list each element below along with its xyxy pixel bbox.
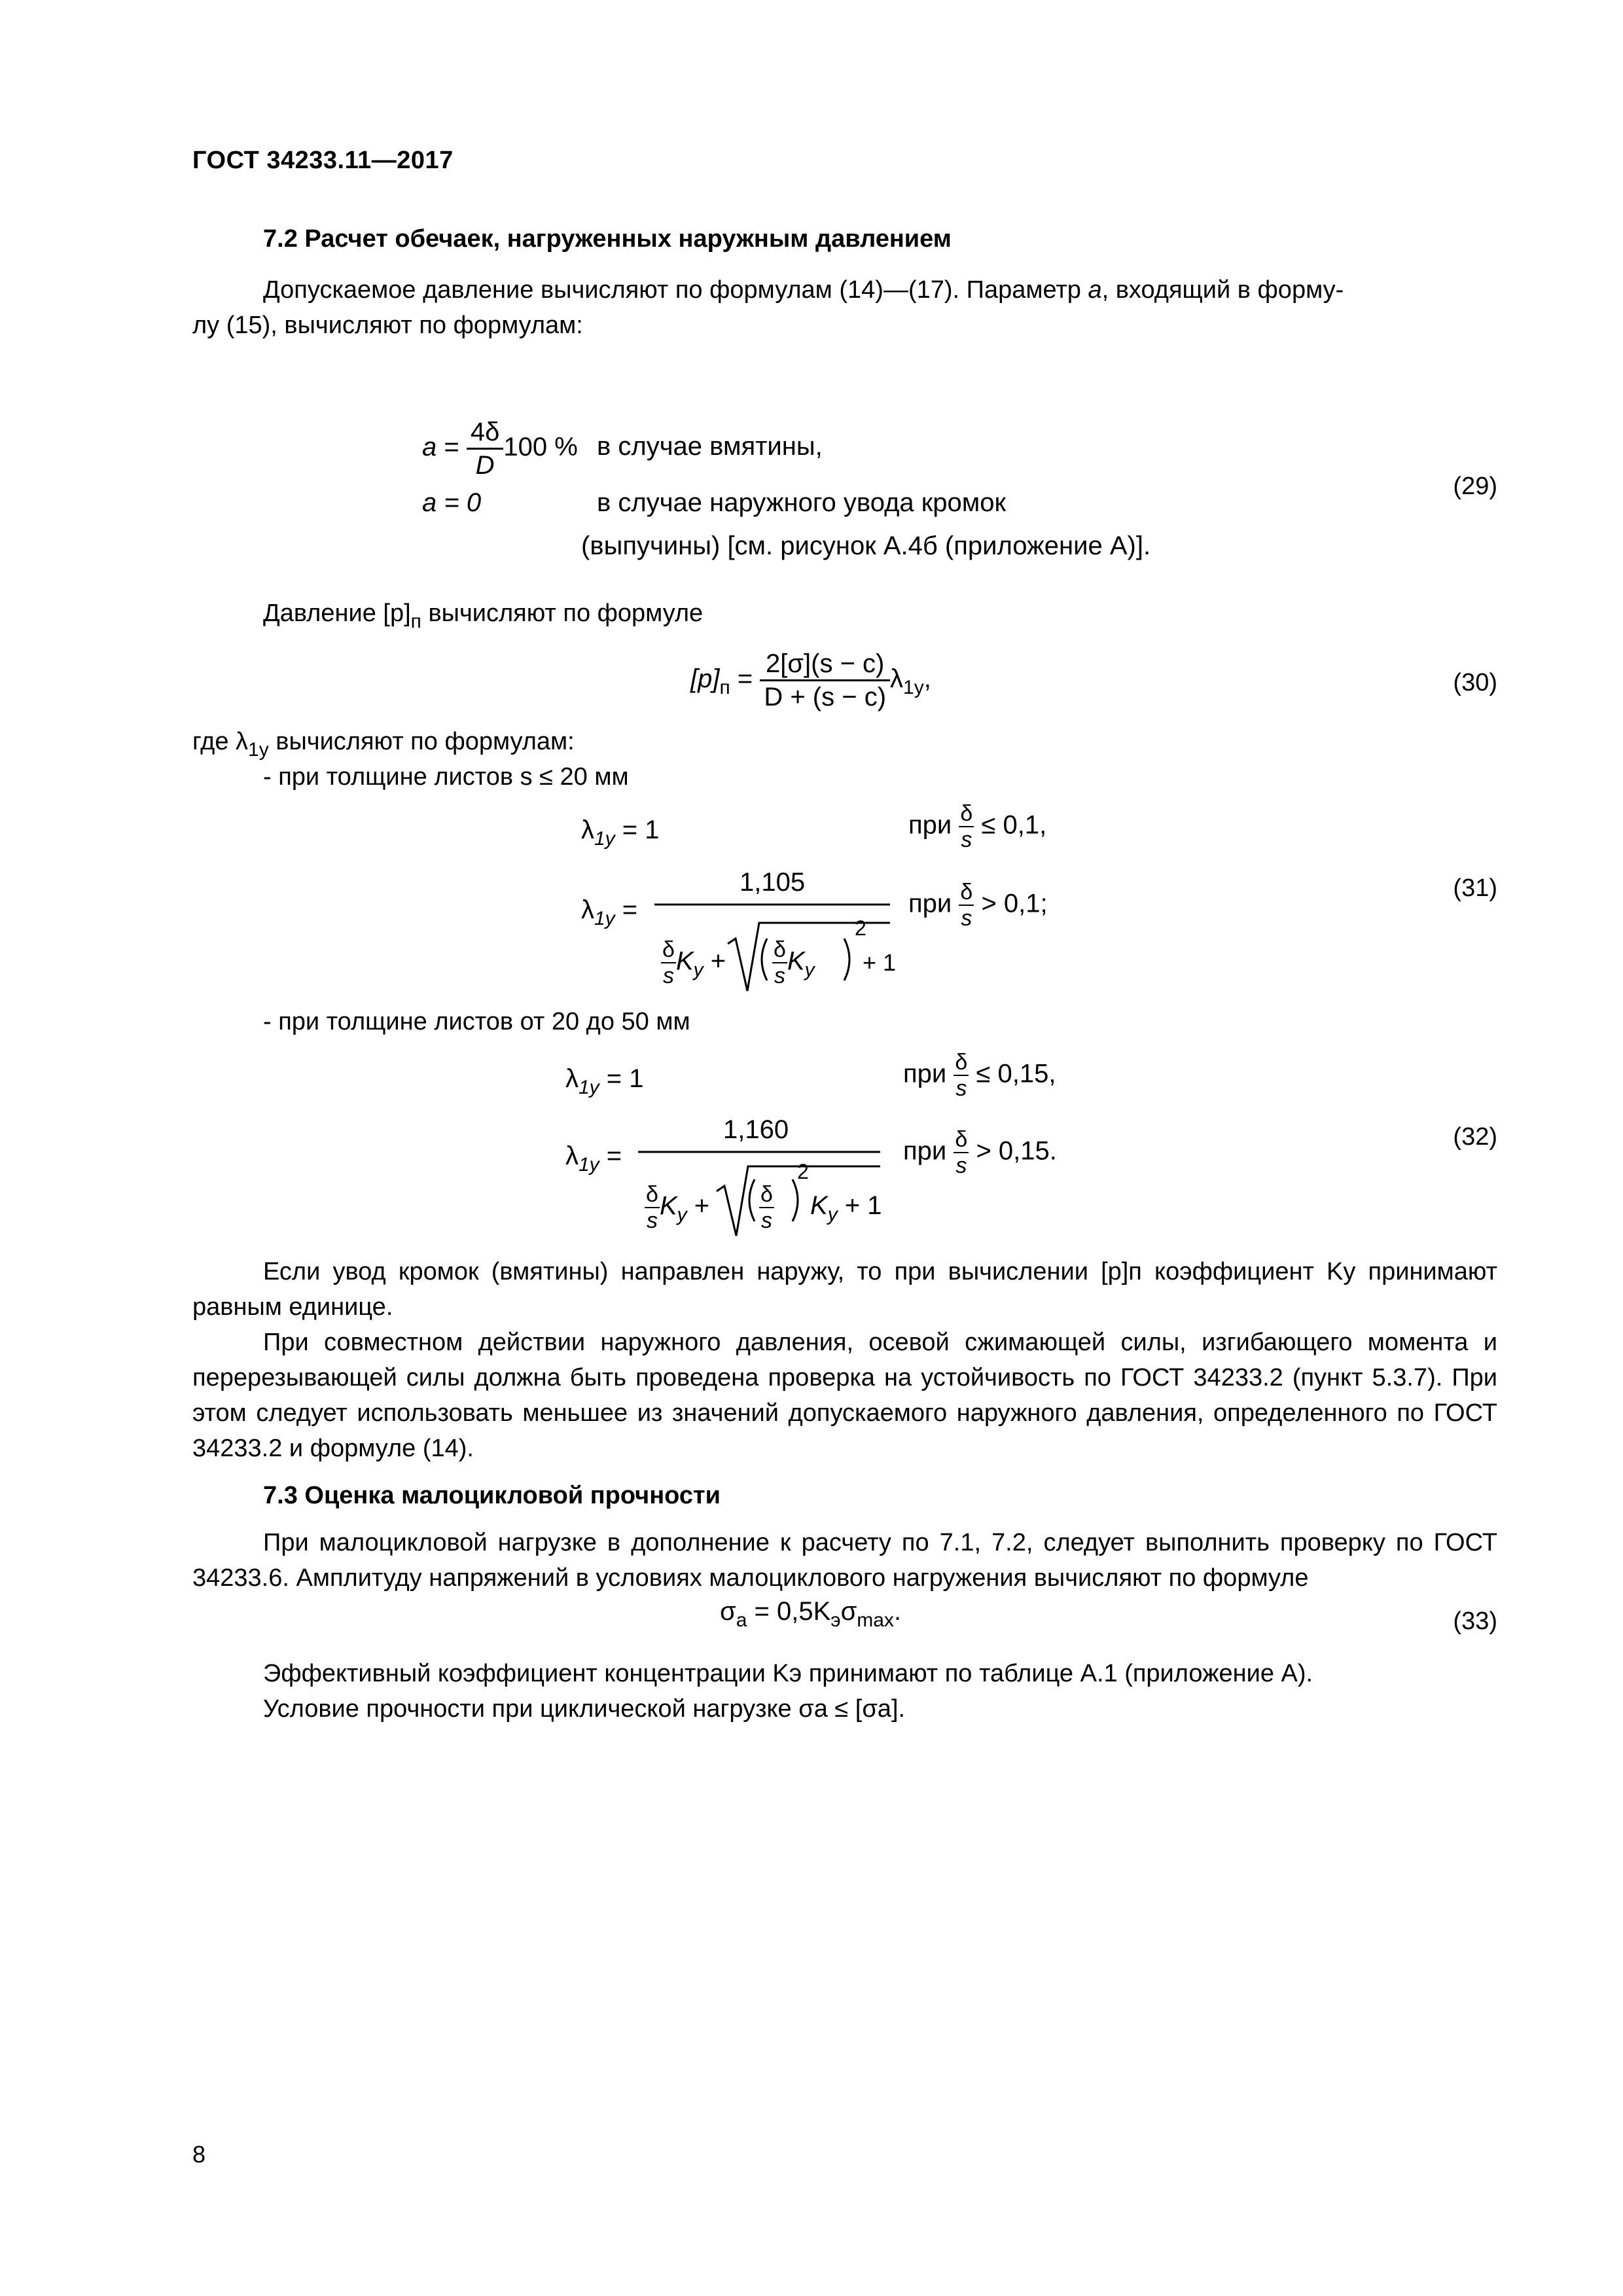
equation-number-32: (32) [1453, 1123, 1497, 1151]
paragraph-intro-line2: лу (15), вычисляют по формулам: [192, 312, 583, 339]
eq32-numerator: 1,160 [723, 1115, 789, 1144]
eq32-tail: $K_y + 1$ [810, 1191, 882, 1225]
section-title-7-3: 7.3 Оценка малоцикловой прочности [263, 1482, 721, 1509]
eq32-power: 2 [797, 1160, 809, 1183]
eq29-case2-line2: (выпучины) [см. рисунок А.4б (приложение А)]. [581, 531, 1151, 560]
paragraph-effective-coef: Эффективный коэффициент концентрации Kэ принимают по таблице А.1 (приложение А). [263, 1660, 1313, 1687]
eq31-numerator: 1,105 [740, 868, 806, 897]
eq29-line2: a = 0 [422, 488, 482, 517]
paragraph-strength-condition: Условие прочности при циклической нагрузке σa ≤ [σa]. [263, 1695, 906, 1723]
eq33: $\sigma_a = 0,5K_э\sigma_{max}$. [720, 1597, 902, 1631]
equation-number-30: (30) [1453, 669, 1497, 696]
eq31-cond2: при $\frac{\delta}{s}$ > 0,1; [908, 880, 1048, 931]
paragraph-intro-line1: Допускаемое давление вычисляют по формулам (14)—(17). Параметр a, входящий в форму- [263, 276, 1344, 304]
eq32-cond1: при $\frac{\delta}{s}$ ≤ 0,15, [903, 1050, 1056, 1101]
eq31-line1: $\lambda_{1y} = 1$ [581, 816, 660, 850]
paragraph-pressure: Давление $[p]_п$ вычисляют по формуле [263, 600, 704, 632]
eq31-cond1: при $\frac{\delta}{s}$ ≤ 0,1, [908, 801, 1047, 852]
eq32-cond2: при $\frac{\delta}{s}$ > 0,15. [903, 1127, 1057, 1178]
bullet-thickness-20-50: - при толщине листов от 20 до 50 мм [263, 1008, 690, 1035]
document-header: ГОСТ 34233.11—2017 [192, 147, 454, 174]
eq29-line1: a = $\frac{4\delta}{D}$ 100 % [422, 418, 578, 480]
eq31-plus-one: + 1 [863, 949, 897, 976]
eq30-fraction: $\frac{2[\sigma](s - c)}{D + (s - c)}$ [760, 648, 890, 713]
equation-number-31: (31) [1453, 874, 1497, 902]
eq32-line1: $\lambda_{1y} = 1$ [565, 1064, 644, 1098]
eq29-fraction: $\frac{4\delta}{D}$ [467, 416, 504, 481]
paragraph-where-lambda: где $\lambda_{1y}$ вычисляют по формулам: [192, 728, 575, 761]
equation-number-33: (33) [1453, 1607, 1497, 1635]
eq32-denominator: $\frac{\delta}{s}$ $K_y$ + [646, 1182, 710, 1233]
eq31-radicand: $\frac{\delta}{s}$ $K_y$ [774, 937, 815, 988]
eq29-case1: в случае вмятины, [597, 432, 823, 461]
section-title-7-2: 7.2 Расчет обечаек, нагруженных наружным давлением [263, 225, 952, 253]
equation-number-29: (29) [1453, 473, 1497, 500]
eq32-radicand: $\frac{\delta}{s}$ [760, 1182, 773, 1233]
page-number: 8 [192, 2141, 206, 2168]
paragraph-kromki: Если увод кромок (вмятины) направлен наружу, то при вычислении [p]п коэффициент Ky принимают равным единице. [192, 1258, 1497, 1321]
eq29-case2-line1: в случае наружного увода кромок [597, 488, 1006, 517]
eq32-line2: $\lambda_{1y}$ = [565, 1141, 622, 1175]
eq31-denominator: $\frac{\delta}{s}$ $K_y$ + [662, 937, 726, 988]
eq31-power: 2 [855, 916, 866, 940]
eq31-line2: $\lambda_{1y}$ = [581, 895, 638, 929]
eq30: $[p]_п$ = $\frac{2[\sigma](s - c)}{D + (s - c)}$ $\lambda_{1y}$, [690, 649, 931, 711]
bullet-thickness-20: - при толщине листов s ≤ 20 мм [263, 763, 629, 791]
paragraph-combined-action: При совместном действии наружного давления, осевой сжимающей силы, изгибающего момента и перерезывающей силы должна быть проведена проверка на устойчивость по ГОСТ 34233.2 (пункт 5.3.7). При этом следует использовать меньшее из значений допускаемого наружного давления, определенного по ГОСТ 34233.2 и формуле (14). [192, 1329, 1497, 1462]
paragraph-low-cycle: При малоцикловой нагрузке в дополнение к расчету по 7.1, 7.2, следует выполнить проверку по ГОСТ 34233.6. Амплитуду напряжений в условиях малоциклового нагружения вычисляют по формуле [192, 1529, 1497, 1592]
